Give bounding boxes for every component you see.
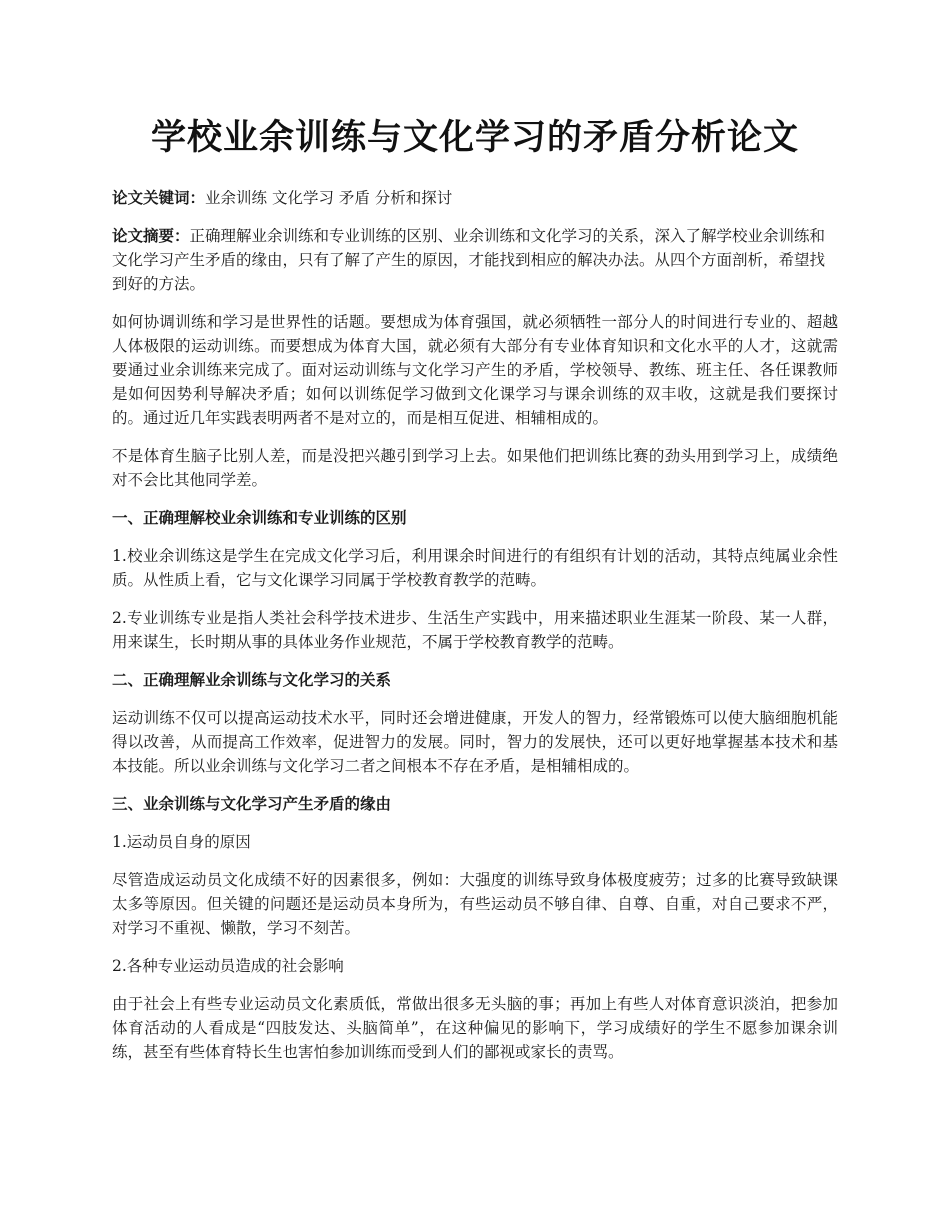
abstract-text: 正确理解业余训练和专业训练的区别、业余训练和文化学习的关系，深入了解学校业余训练和文化学习产生矛盾的缘由，只有了解了产生的原因，才能找到相应的解决办法。从四个方面剖析，希望找到好的方法。 (112, 227, 826, 293)
section-3-subheading-1: 1.运动员自身的原因 (112, 833, 251, 851)
section-3-subheading-2: 2.各种专业运动员造成的社会影响 (112, 957, 344, 975)
section-2-paragraph-1: 运动训练不仅可以提高运动技术水平，同时还会增进健康，开发人的智力，经常锻炼可以使大脑细胞机能得以改善，从而提高工作效率，促进智力的发展。同时，智力的发展快，还可以更好地掌握基本技术和基本技能。所以业余训练与文化学习二者之间根本不存在矛盾，是相辅相成的。 (112, 709, 838, 775)
keywords-text: 业余训练 文化学习 矛盾 分析和探讨 (205, 189, 453, 207)
section-3-paragraph-1: 尽管造成运动员文化成绩不好的因素很多，例如：大强度的训练导致身体极度疲劳；过多的比赛导致缺课太多等原因。但关键的问题还是运动员本身所为，有些运动员不够自律、自尊、自重，对自己要求不严，对学习不重视、懒散，学习不刻苦。 (112, 871, 838, 937)
section-3-heading: 三、业余训练与文化学习产生矛盾的缘由 (112, 795, 392, 813)
intro-paragraph-1: 如何协调训练和学习是世界性的话题。要想成为体育强国，就必须牺牲一部分人的时间进行专业的、超越人体极限的运动训练。而要想成为体育大国，就必须有大部分有专业体育知识和文化水平的人才，这就需要通过业余训练来完成了。面对运动训练与文化学习产生的矛盾，学校领导、教练、班主任、各任课教师是如何因势利导解决矛盾；如何以训练促学习做到文化课学习与课余训练的双丰收，这就是我们要探讨的。通过近几年实践表明两者不是对立的，而是相互促进、相辅相成的。 (112, 313, 838, 427)
keywords-label: 论文关键词： (112, 189, 206, 207)
intro-paragraph-2: 不是体育生脑子比别人差，而是没把兴趣引到学习上去。如果他们把训练比赛的劲头用到学习上，成绩绝对不会比其他同学差。 (112, 447, 838, 489)
section-1-heading: 一、正确理解校业余训练和专业训练的区别 (112, 509, 407, 527)
document-title: 学校业余训练与文化学习的矛盾分析论文 (150, 118, 799, 158)
keywords-line (112, 186, 838, 210)
abstract-label: 论文摘要： (112, 227, 190, 245)
section-2-heading: 二、正确理解业余训练与文化学习的关系 (112, 671, 392, 689)
section-1-paragraph-2: 2.专业训练专业是指人类社会科学技术进步、生活生产实践中，用来描述职业生涯某一阶段、某一人群，用来谋生，长时期从事的具体业务作业规范，不属于学校教育教学的范畴。 (112, 609, 838, 651)
abstract-paragraph (112, 224, 838, 296)
section-1-paragraph-1: 1.校业余训练这是学生在完成文化学习后，利用课余时间进行的有组织有计划的活动，其特点纯属业余性质。从性质上看，它与文化课学习同属于学校教育教学的范畴。 (112, 547, 838, 589)
section-3-paragraph-2: 由于社会上有些专业运动员文化素质低，常做出很多无头脑的事；再加上有些人对体育意识淡泊，把参加体育活动的人看成是“四肢发达、头脑简单”，在这种偏见的影响下，学习成绩好的学生不愿参加课余训练，甚至有些体育特长生也害怕参加训练而受到人们的鄙视或家长的责骂。 (112, 995, 838, 1061)
